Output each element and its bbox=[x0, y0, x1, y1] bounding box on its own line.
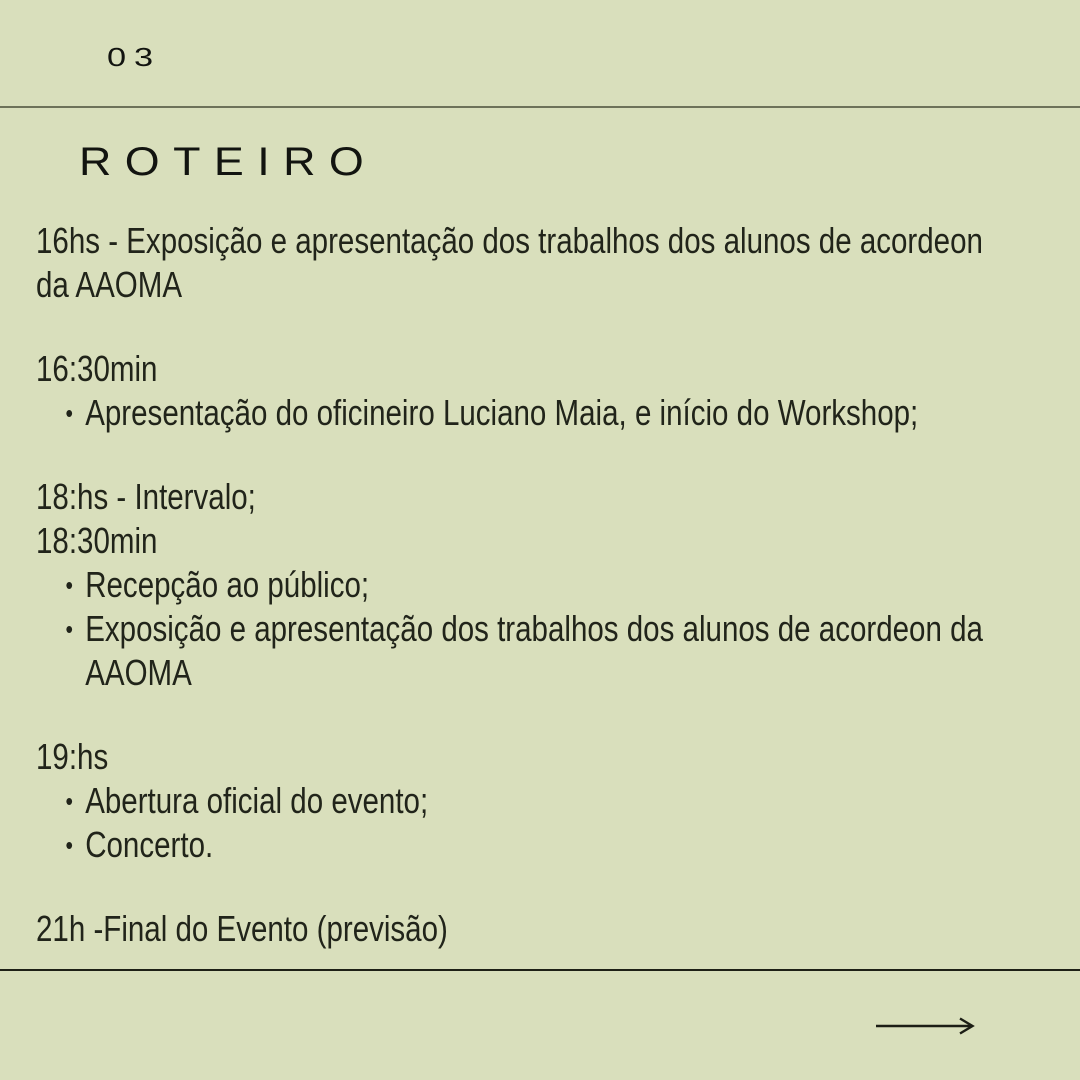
bullet-item bbox=[36, 391, 983, 435]
schedule-line bbox=[36, 475, 983, 519]
bullet-item bbox=[36, 563, 983, 607]
schedule-text: 18:30min bbox=[36, 520, 158, 561]
top-divider bbox=[0, 106, 1080, 108]
schedule-text: Abertura oficial do evento; bbox=[85, 780, 429, 821]
schedule-text: 19:hs bbox=[36, 736, 109, 777]
schedule-text: Recepção ao público; bbox=[85, 564, 370, 605]
schedule-text: Apresentação do oficineiro Luciano Maia, e início do Workshop; bbox=[85, 392, 919, 433]
line-gap bbox=[36, 435, 983, 475]
bottom-divider bbox=[0, 969, 1080, 971]
schedule-line bbox=[36, 907, 983, 951]
schedule-text: 16:30min bbox=[36, 348, 158, 389]
bullet-dot-icon: • bbox=[65, 614, 73, 644]
schedule-line bbox=[36, 519, 983, 563]
schedule bbox=[36, 219, 983, 951]
schedule-text: Exposição e apresentação dos trabalhos dos alunos de acordeon da bbox=[85, 608, 983, 649]
schedule-text: 18:hs - Intervalo; bbox=[36, 476, 256, 517]
schedule-line bbox=[36, 263, 983, 307]
schedule-text: AAOMA bbox=[85, 652, 192, 693]
schedule-line bbox=[36, 219, 983, 263]
next-page-arrow[interactable] bbox=[875, 1015, 975, 1037]
schedule-line bbox=[36, 347, 983, 391]
schedule-text: 21h -Final do Evento (previsão) bbox=[36, 908, 448, 949]
right-arrow-icon bbox=[875, 1015, 975, 1037]
schedule-text: da AAOMA bbox=[36, 264, 183, 305]
bullet-dot-icon: • bbox=[65, 786, 73, 816]
page-number: 03 bbox=[107, 42, 162, 72]
schedule-text: 16hs - Exposição e apresentação dos trabalhos dos alunos de acordeon bbox=[36, 220, 983, 261]
bullet-item bbox=[36, 607, 983, 651]
page-title: ROTEIRO bbox=[79, 140, 378, 184]
line-gap bbox=[36, 695, 983, 735]
line-gap bbox=[36, 307, 983, 347]
bullet-item-continuation bbox=[36, 651, 983, 695]
bullet-item bbox=[36, 823, 983, 867]
bullet-dot-icon: • bbox=[65, 830, 73, 860]
line-gap bbox=[36, 867, 983, 907]
schedule-line bbox=[36, 735, 983, 779]
bullet-dot-icon: • bbox=[65, 398, 73, 428]
schedule-text: Concerto. bbox=[85, 824, 214, 865]
bullet-item bbox=[36, 779, 983, 823]
bullet-dot-icon: • bbox=[65, 570, 73, 600]
